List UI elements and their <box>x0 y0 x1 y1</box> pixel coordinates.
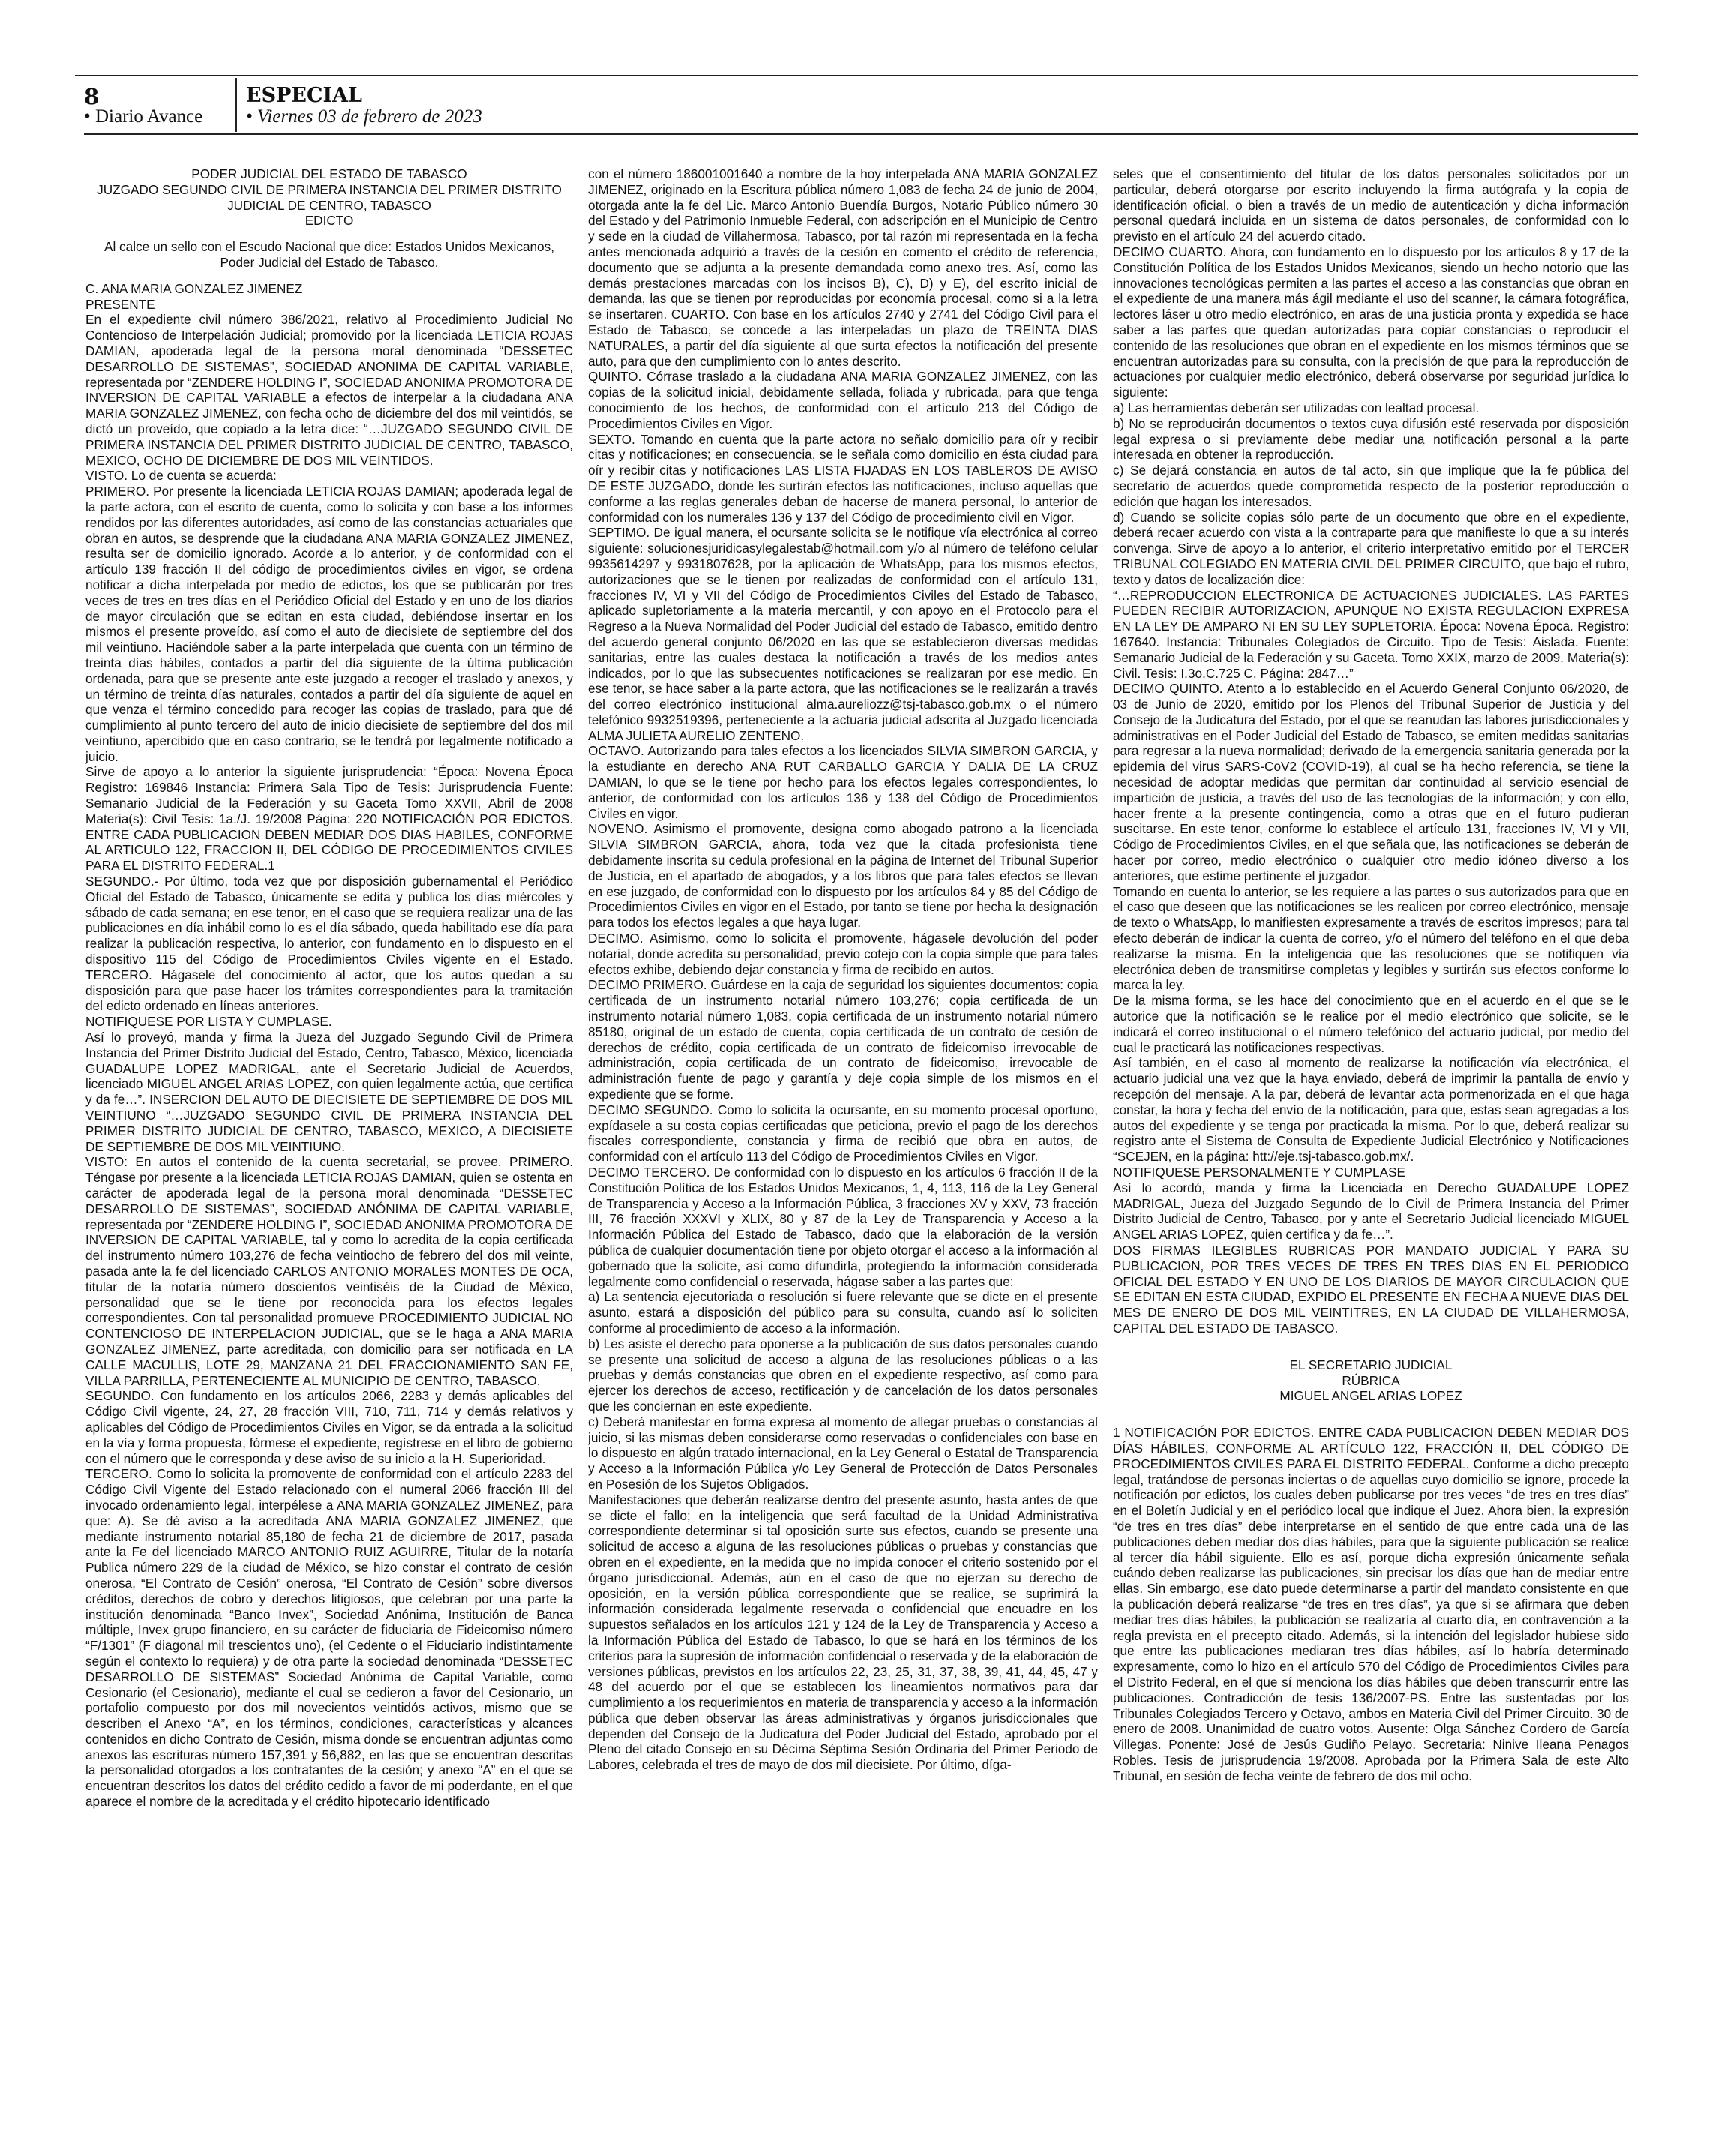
signature-rubrica: RÚBRICA <box>1342 1372 1400 1388</box>
paragraph: “…REPRODUCCION ELECTRONICA DE ACTUACIONES JUDICIALES. LAS PARTES PUEDEN RECIBIR AUTORIZACION, APUNQUE NO EXISTA REGULACION EXPRESA EN LA LEY DE AMPARO NI EN SU LEY SUPLETORIA. Época: Novena Época. Registro: 167640. Instancia: Tribunales Colegiados de Circuito. Tipo de Tesis: Aislada. Fuente: Semanario Judicial de la Federación y su Gaceta. Tomo XXIX, marzo de 2009. Materia(s): Civil. Tesis: I.3o.C.725 C. Página: 2847…” <box>1113 587 1629 681</box>
issue-date: • Viernes 03 de febrero de 2023 <box>246 106 482 127</box>
paragraph: VISTO. Lo de cuenta se acuerda: <box>86 468 277 484</box>
paragraph: De la misma forma, se les hace del conocimiento que en el acuerdo en el que se le autorice que la notificación se le realice por el medio electrónico que solicite, se le indicará el correo institucional o el número telefónico del actuario judicial, por medio del cual le practicará las notificaciones respectivas. <box>1113 993 1629 1055</box>
column-3 <box>1113 166 1629 2136</box>
paragraph: DECIMO PRIMERO. Guárdese en la caja de seguridad los siguientes documentos: copia certificada de un instrumento notarial número 103,276; copia certificada de un instrumento notarial número 1,083, copia certificada de un instrumento notarial número 85180, original de un estado de cuenta, copia certificada de un contrato de cesión de derechos de crédito, copia certificada de un contrato de fideicomiso irrevocable de administración, copia certificada de un contrato de fideicomiso, irrevocable de administración fuente de pago y garantía y deje copia simple de los mismos en el expediente que se forme. <box>588 977 1098 1102</box>
paragraph: seles que el consentimiento del titular de los datos personales solicitados por un particular, deberá otorgarse por escrito incluyendo la firma autógrafa y la copia de identificación oficial, o bien a través de un medio de autenticación y dicha información personal quedará incluida en un sistema de datos personales, de conformidad con lo previsto en el artículo 24 del acuerdo citado. <box>1113 166 1629 244</box>
addressee: C. ANA MARIA GONZALEZ JIMENEZ <box>86 280 303 296</box>
paragraph: Así también, en el caso al momento de realizarse la notificación vía electrónica, el actuario judicial una vez que la haya enviado, deberá de imprimir la pantalla de envío y recepción del mensaje. A la par, deberá de levantar acta pormenorizada en el que haga constar, la hora y fecha del envío de la notificación, para que, estas sean agregadas a los autos del expediente y se tenga por practicada la misma. Por lo que, deberá realizar su registro ante el Sistema de Consulta de Expediente Judicial Electrónico y Notificaciones “SCEJEN, en la página: htt://eje.tsj-tabasco.gob.mx/. <box>1113 1055 1629 1165</box>
signature-name: MIGUEL ANGEL ARIAS LOPEZ <box>1280 1388 1462 1404</box>
header-bottom-rule <box>84 133 1638 135</box>
paragraph: TERCERO. Como lo solicita la promovente de conformidad con el artículo 2283 del Código Civil Vigente del Estado relacionado con el numeral 2066 fracción III del invocado ordenamiento legal, interpélese a ANA MARIA GONZALEZ JIMENEZ, para que: A). Se dé aviso a la acreditada ANA MARIA GONZALEZ JIMENEZ, que mediante instrumento notarial 85,180 de fecha 21 de diciembre de 2017, pasada ante la Fe del licenciado MARCO ANTONIO RUIZ AGUIRRE, Titular de la notaría Publica número 229 de la ciudad de México, se hizo constar el contrato de cesión onerosa, “El Contrato de Cesión” onerosa, “El Contrato de Cesión” sobre diversos créditos, derechos de cobro y derechos litigiosos, que celebran por una parte la institución denominada “Banco Invex”, Sociedad Anónima, Institución de Banca múltiple, Invex grupo financiero, en su carácter de fiduciaria de Fideicomiso número “F/1301” (F diagonal mil trescientos uno), (el Cedente o el Fiduciario indistintamente según el contexto lo requiera) y de otra parte la sociedad denominada “DESSETEC DESARROLLO DE SISTEMAS” Sociedad Anónima de Capital Variable, como Cesionario (el Cesionario), mediante el cual se cedieron a favor del Cesionario, un portafolio compuesto por dos mil novecientos veintidós activos, mismo que se describen el Anexo “A”, en los términos, condiciones, características y alcances contenidos en dicho Contrato de Cesión, misma donde se encuentran adjuntas como anexos las escrituras número 157,391 y 56,882, en las que se encuentran descritas la personalidad otorgados a los contratantes de la cesión; y anexo “A” en el que se encuentran descritos los datos del crédito cedido a favor de mi poderdante, en el que aparece el nombre de la acreditada y el crédito hipotecario identificado <box>86 1466 573 1810</box>
header-divider <box>236 78 237 132</box>
paragraph: DECIMO TERCERO. De conformidad con lo dispuesto en los artículos 6 fracción II de la Constitución Política de los Estados Unidos Mexicanos, 1, 4, 113, 116 de la Ley General de Transparencia y Acceso a la Información Pública, 3 fracciones XV y XXV, 73 fracción III, 76 fracción XXXVI y XLIX, 80 y 87 de la Ley de Transparencia y Acceso a la Información Pública del Estado de Tabasco, dado que la elaboración de la versión pública de cualquier documentación tiene por objeto otorgar el acceso a la información al gobernado que la solicite, así como difundirla, protegiendo la información considerada legalmente como confidencial o reservada, hágase saber a las partes que: <box>588 1165 1098 1289</box>
paragraph: b) Les asiste el derecho para oponerse a la publicación de sus datos personales cuando se presente una solicitud de acceso a alguna de las resoluciones públicas o a las pruebas y demás constancias que obren en el expediente respectivo, así como para ejercer los derechos de acceso, rectificación y de cancelación de los datos personales que les conciernan en este expediente. <box>588 1336 1098 1414</box>
court-subtitle: JUZGADO SEGUNDO CIVIL DE PRIMERA INSTANCIA DEL PRIMER DISTRITO JUDICIAL DE CENTRO, TABASCO <box>97 181 562 213</box>
signature-title: EL SECRETARIO JUDICIAL <box>1289 1357 1453 1372</box>
paragraph: NOTIFIQUESE PERSONALMENTE Y CUMPLASE <box>1113 1165 1406 1180</box>
page-header <box>0 0 1713 150</box>
paragraph: d) Cuando se solicite copias sólo parte de un documento que obre en el expediente, deberá recaer acuerdo con vista a la contraparte para que manifieste lo que a su interés convenga. Sirve de apoyo a lo anterior, el criterio interpretativo emitido por el TERCER TRIBUNAL COLEGIADO EN MATERIA CIVIL DEL PRIMER CIRCUITO, que bajo el rubro, texto y datos de localización dice: <box>1113 509 1629 587</box>
paragraph: Así lo proveyó, manda y firma la Jueza del Juzgado Segundo Civil de Primera Instancia del Primer Distrito Judicial del Estado, Centro, Tabasco, México, licenciada GUADALUPE LOPEZ MADRIGAL, ante el Secretario Judicial de Acuerdos, licenciado MIGUEL ANGEL ARIAS LOPEZ, con quien legalmente actúa, que certifica y da fe…”. INSERCION DEL AUTO DE DIECISIETE DE SEPTIEMBRE DE DOS MIL VEINTIUNO “…JUZGADO SEGUNDO CIVIL DE PRIMERA INSTANCIA DEL PRIMER DISTRITO JUDICIAL DE CENTRO, TABASCO, MEXICO, A DIECISIETE DE SEPTIEMBRE DE DOS MIL VEINTIUNO. <box>86 1030 573 1154</box>
page-number: 8 <box>84 84 100 109</box>
column-1 <box>86 166 573 2136</box>
header-top-rule <box>75 75 1638 76</box>
paragraph: SEXTO. Tomando en cuenta que la parte actora no señalo domicilio para oír y recibir citas y notificaciones; en consecuencia, se le señala como domicilio en ésta ciudad para oír y recibir citas y notificaciones LAS LISTA FIJADAS EN LOS TABLEROS DE AVISO DE ESTE JUZGADO, donde les surtirán efectos las notificaciones, incluso aquellas que conforme a las reglas generales deban de hacerse de manera personal, lo anterior de conformidad con los numerales 136 y 137 del Código de procedimiento civil en Vigor. <box>588 431 1098 525</box>
paragraph: b) No se reproducirán documentos o textos cuya difusión esté reservada por disposición legal expresa o si previamente debe mediar una notificación personal a la parte interesada en obtener la reproducción. <box>1113 415 1629 463</box>
paragraph: Sirve de apoyo a lo anterior la siguiente jurisprudencia: “Época: Novena Época Registro: 169846 Instancia: Primera Sala Tipo de Tesis: Jurisprudencia Fuente: Semanario Judicial de la Federación y su Gaceta Tomo XXVII, Abril de 2008 Materia(s): Civil Tesis: 1a./J. 19/2008 Página: 220 NOTIFICACIÓN POR EDICTOS. ENTRE CADA PUBLICACION DEBEN MEDIAR DOS DIAS HABILES, CONFORME AL ARTICULO 122, FRACCION II, DEL CÓDIGO DE PROCEDIMIENTOS CIVILES PARA EL DISTRITO FEDERAL.1 <box>86 764 573 874</box>
section-name: ESPECIAL <box>246 84 363 107</box>
column-2 <box>588 166 1098 2136</box>
newspaper-name: • Diario Avance <box>84 106 203 127</box>
paragraph: con el número 186001001640 a nombre de la hoy interpelada ANA MARIA GONZALEZ JIMENEZ, originado en la Escritura pública número 1,083 de fecha 24 de junio de 2004, otorgada ante la fe del Lic. Marco Antonio Buendía Burgos, Notario Público número 30 del Estado y del Patrimonio Inmueble Federal, con adscripción en el Municipio de Centro y sede en la ciudad de Villahermosa, Tabasco, por tal razón mi representada en la fecha antes mencionada adquirió a través de la cesión en comento el crédito de referencia, documento que se adjunta a la presente demandada como anexo tres. Así, como las demás prestaciones marcadas con los incisos B), C), D) y E), del escrito inicial de demanda, las que se tienen por reproducidas por economía procesal, como si a la letra se insertaren. CUARTO. Con base en los artículos 2740 y 2741 del Código Civil para el Estado de Tabasco, se concede a las interpeladas un plazo de TREINTA DIAS NATURALES, a partir del día siguiente al que surta efectos la notificación del presente auto, para que den cumplimiento con lo antes descrito. <box>588 166 1098 369</box>
paragraph: NOVENO. Asimismo el promovente, designa como abogado patrono a la licenciada SILVIA SIMBRON GARCIA, ahora, toda vez que la citada profesionista tiene debidamente inscrita su cedula profesional en la página de Internet del Tribunal Superior de Justicia, en el apartado de abogados, y a los libros que para tales efectos se llevan en ese juzgado, de conformidad con lo dispuesto por los artículos 84 y 85 del Código de Procedimientos Civiles en vigor en el Estado, por tanto se tiene por hecha la designación para todos los efectos legales a que haya lugar. <box>588 821 1098 931</box>
paragraph: VISTO: En autos el contenido de la cuenta secretarial, se provee. PRIMERO. Téngase por presente a la licenciada LETICIA ROJAS DAMIAN, quien se ostenta en carácter de apoderada legal de la persona moral denominada “DESSETEC DESARROLLO DE SISTEMAS”, SOCIEDAD ANÓNIMA DE CAPITAL VARIABLE, representada por “ZENDERE HOLDING I”, SOCIEDAD ANONIMA PROMOTORA DE INVERSION DE CAPITAL VARIABLE, tal y como lo acredita de la copia certificada del instrumento número 103,276 de fecha veintiocho de febrero del dos mil veinte, pasada ante la fe del licenciado CARLOS ANTONIO MORALES MONTES DE OCA, titular de la notaría número doscientos veintiséis de la Ciudad de México, personalidad que se le tiene por reconocida para los efectos legales correspondientes. Con tal personalidad promueve PROCEDIMIENTO JUDICIAL NO CONTENCIOSO DE INTERPELACION JUDICIAL, que se le haga a ANA MARIA GONZALEZ JIMENEZ, parte acreditada, con domicilio para ser notificada en LA CALLE MACULLIS, LOTE 29, MANZANA 21 DEL FRACCIONAMIENTO SAN FE, VILLA PARRILLA, PERTENECIENTE AL MUNICIPIO DE CENTRO, TABASCO. <box>86 1154 573 1388</box>
paragraph: DECIMO QUINTO. Atento a lo establecido en el Acuerdo General Conjunto 06/2020, de 03 de Junio de 2020, emitido por los Plenos del Tribunal Superior de Justicia y del Consejo de la Judicatura del Estado, por el que se reanudan las labores jurisdiccionales y administrativas en el Poder Judicial del Estado de Tabasco, se emiten medidas sanitarias para regresar a la nueva normalidad; derivado de la emergencia sanitaria generada por la epidemia del virus SARS-CoV2 (COVID-19), al cual se ha hecho referencia, se tiene la necesidad de adoptar medidas que permitan dar continuidad al servicio esencial de impartición de justicia, a través del uso de las tecnologías de la información; y con ello, hacer frente a la presente contingencia, como a otras que en el futuro pudieran suscitarse. En este tenor, conforme lo establece el artículo 131, fracciones IV, VI y VII, Código de Procedimientos Civiles, en el que señala que, las notificaciones se deberán de hacer por correo, medio electrónico o cualquier otro medio idóneo diverso a los anteriores, que estime pertinente el juzgador. <box>1113 681 1629 883</box>
paragraph: Manifestaciones que deberán realizarse dentro del presente asunto, hasta antes de que se dicte el fallo; en la inteligencia que será facultad de la Unidad Administrativa correspondiente determinar si tal oposición surte sus efectos, cuando se presente una solicitud de acceso a alguna de las resoluciones públicas o pruebas y constancias que obren en el expediente, en la medida que no impida conocer el criterio sostenido por el órgano jurisdiccional. Además, aún en el caso de que no ejerzan su derecho de oposición, en la versión pública correspondiente que se realice, se suprimirá la información considerada legalmente reservada o confidencial que encuadre en los supuestos señalados en los artículos 121 y 124 de la Ley de Transparencia y Acceso a la Información Pública del Estado de Tabasco, lo que se hará en los términos de los criterios para la supresión de información confidencial o reservada y de la elaboración de versiones públicas, previstos en los artículos 22, 23, 25, 31, 37, 38, 39, 41, 44, 45, 47 y 48 del acuerdo por el que se establecen los lineamientos normativos para dar cumplimiento a los requerimientos en materia de transparencia y acceso a la información pública que deben observar las áreas administrativas y órganos jurisdiccionales que dependen del Consejo de la Judicatura del Poder Judicial del Estado, aprobado por el Pleno del citado Consejo en su Décima Séptima Sesión Ordinaria del Primer Periodo de Labores, celebrada el tres de mayo de dos mil diecisiete. Por último, díga- <box>588 1492 1098 1773</box>
paragraph: En el expediente civil número 386/2021, relativo al Procedimiento Judicial No Contencioso de Interpelación Judicial; promovido por la licenciada LETICIA ROJAS DAMIAN, apoderada legal de la persona moral denominada “DESSETEC DESARROLLO DE SISTEMAS”, SOCIEDAD ANONIMA DE CAPITAL VARIABLE, representada por “ZENDERE HOLDING I”, SOCIEDAD ANONIMA PROMOTORA DE INVERSION DE CAPITAL VARIABLE a efectos de interpelar a la ciudadana ANA MARIA GONZALEZ JIMENEZ, con fecha ocho de diciembre del dos mil veintidós, se dictó un proveído, que copiado a la letra dice: “…JUZGADO SEGUNDO CIVIL DE PRIMERA INSTANCIA DEL PRIMER DISTRITO JUDICIAL DE CENTRO, TABASCO, MEXICO, OCHO DE DICIEMBRE DE DOS MIL VEINTIDOS. <box>86 312 573 468</box>
court-title: PODER JUDICIAL DEL ESTADO DE TABASCO <box>191 166 467 181</box>
paragraph: DECIMO CUARTO. Ahora, con fundamento en lo dispuesto por los artículos 8 y 17 de la Constitución Política de los Estados Unidos Mexicanos, siendo un hecho notorio que las innovaciones tecnológicas permiten a las partes el acceso a las constancias que obran en el expediente de una manera más ágil mediante el uso del scanner, la cámara fotográfica, lectores láser u otro medio electrónico, en aras de una justicia pronta y expedida se hace saber a las partes que quedan autorizadas para copiar constancias o reproducir el contenido de las resoluciones que obran en el expediente en los mismos términos que se encuentran autorizadas para su consulta, con la precisión de que para la reproducción de actuaciones por cualquier medio electrónico, deberá observarse por seguridad jurídica lo siguiente: <box>1113 244 1629 400</box>
paragraph: DOS FIRMAS ILEGIBLES RUBRICAS POR MANDATO JUDICIAL Y PARA SU PUBLICACION, POR TRES VECES DE TRES EN TRES DIAS EN EL PERIODICO OFICIAL DEL ESTADO Y EN UNO DE LOS DIARIOS DE MAYOR CIRCULACION QUE SE EDITAN EN ESTA CIUDAD, EXPIDO EL PRESENTE EN FECHA A NUEVE DIAS DEL MES DE ENERO DE DOS MIL VEINTITRES, EN LA CIUDAD DE VILLAHERMOSA, CAPITAL DEL ESTADO DE TABASCO. <box>1113 1242 1629 1336</box>
paragraph: SEGUNDO.- Por último, toda vez que por disposición gubernamental el Periódico Oficial del Estado de Tabasco, únicamente se edita y publica los días miércoles y sábado de cada semana; en ese tenor, en el caso que se requiera realizar una de las publicaciones en día inhábil como lo es el día sábado, queda habilitado ese día para realizar la publicación respectiva, lo anterior, con fundamento en lo dispuesto en el dispositivo 115 del Código de Procedimientos Civiles vigente en el Estado. TERCERO. Hágasele del conocimiento al actor, que los autos quedan a su disposición para que pase hacer los trámites correspondientes para la tramitación del edicto ordenado en líneas anteriores. <box>86 874 573 1014</box>
paragraph: SEGUNDO. Con fundamento en los artículos 2066, 2283 y demás aplicables del Código Civil vigente, 24, 27, 28 fracción VIII, 710, 711, 714 y demás relativos y aplicables del Código de Procedimientos Civiles en Vigor, se da entrada a la solicitud en la vía y forma propuesta, fórmese el expediente, regístrese en el libro de gobierno con el número que le corresponda y dese aviso de su inicio a la H. Superioridad. <box>86 1388 573 1466</box>
seal-note: Al calce un sello con el Escudo Nacional que dice: Estados Unidos Mexicanos, Poder Judicial del Estado de Tabasco. <box>104 239 554 270</box>
paragraph: OCTAVO. Autorizando para tales efectos a los licenciados SILVIA SIMBRON GARCIA, y la estudiante en derecho ANA RUT CARBALLO GARCIA Y DALIA DE LA CRUZ DAMIAN, lo que se le tiene por hecho para los efectos legales correspondientes, lo anterior, de conformidad con los artículos 136 y 138 del Código de Procedimientos Civiles en vigor. <box>588 743 1098 821</box>
paragraph: NOTIFIQUESE POR LISTA Y CUMPLASE. <box>86 1014 332 1030</box>
paragraph: a) La sentencia ejecutoriada o resolución si fuere relevante que se dicte en el presente asunto, estará a disposición del público para su consulta, cuando así lo soliciten conforme al procedimiento de acceso a la información. <box>588 1289 1098 1336</box>
paragraph: c) Deberá manifestar en forma expresa al momento de allegar pruebas o constancias al juicio, si las mismas deben considerarse como reservadas o confidenciales con base en lo dispuesto en algún tratado internacional, en la Ley General o Estatal de Transparencia y Acceso a la Información Pública y/o Ley General de Protección de Datos Personales en Posesión de los Sujetos Obligados. <box>588 1414 1098 1492</box>
paragraph: SEPTIMO. De igual manera, el ocursante solicita se le notifique vía electrónica al correo siguiente: solucionesjuridicasylegalestab@hotmail.com y/o al número de teléfono celular 9935614297 y 9931807628, por la aplicación de WhatsApp, para los mismos efectos, autorizaciones que se le tienen por realizadas de conformidad con el artículo 131, fracciones IV, VI y VII del Código de Procedimientos Civiles del Estado de Tabasco, aplicado supletoriamente a la materia mercantil, y con apoyo en el Protocolo para el Regreso a la Nueva Normalidad del Poder Judicial del estado de Tabasco, emitido dentro del acuerdo general conjunto 06/2020 en las que se establecieron diversas medidas sanitarias, entre las cuales destaca la notificación a través de los medios antes indicados, por lo que las subsecuentes notificaciones se realizaran por ese medio. En ese tenor, se hace saber a la parte actora, que las notificaciones se le realizarán a través del correo electrónico institucional alma.aureliozz@tsj-tabasco.gob.mx o el número telefónico 9932519396, perteneciente a la actuaria judicial adscrita al Juzgado licenciada ALMA JULIETA AURELIO ZENTENO. <box>588 525 1098 743</box>
footnote: 1 NOTIFICACIÓN POR EDICTOS. ENTRE CADA PUBLICACION DEBEN MEDIAR DOS DÍAS HÁBILES, CONFORME AL ARTÍCULO 122, FRACCIÓN II, DEL CÓDIGO DE PROCEDIMIENTOS CIVILES PARA EL DISTRITO FEDERAL. Conforme a dicho precepto legal, tratándose de personas inciertas o de aquellas cuyo domicilio se ignore, procede la notificación por edictos, los cuales deben publicarse por tres veces “de tres en tres días” en el Boletín Judicial y en el periódico local que indique el Juez. Ahora bien, la expresión “de tres en tres días” debe interpretarse en el sentido de que entre cada una de las publicaciones deben mediar dos días hábiles, para que la siguiente publicación se realice al tercer día hábil siguiente. Ello es así, porque dicha expresión únicamente señala cuándo deben realizarse las publicaciones, sin precisar los días que han de mediar entre ellas. Sin embargo, ese dato puede determinarse a partir del mandato consistente en que la publicación deberá realizarse “de tres en tres días”, ya que si se afirmara que deben mediar tres días hábiles, la publicación se realizaría al cuarto día, en contravención a la regla prevista en el precepto citado. Además, si la intención del legislador hubiese sido que entre las publicaciones mediaran tres días hábiles, así lo habría determinado expresamente, como lo hizo en el artículo 570 del Código de Procedimientos Civiles para el Distrito Federal, en el que sí menciona los días hábiles que deben transcurrir entre las publicaciones. Contradicción de tesis 136/2007-PS. Entre las sustentadas por los Tribunales Colegiados Tercero y Octavo, ambos en Materia Civil del Primer Circuito. 30 de enero de 2008. Unanimidad de cuatro votos. Ausente: Olga Sánchez Cordero de García Villegas. Ponente: José de Jesús Gudiño Pelayo. Secretaria: Ninive Ileana Penagos Robles. Tesis de jurisprudencia 19/2008. Aprobada por la Primera Sala de este Alto Tribunal, en sesión de fecha veinte de febrero de dos mil ocho. <box>1113 1425 1629 1783</box>
paragraph: Así lo acordó, manda y firma la Licenciada en Derecho GUADALUPE LOPEZ MADRIGAL, Jueza del Juzgado Segundo de lo Civil de Primera Instancia del Primer Distrito Judicial de Centro, Tabasco, por y ante el Secretario Judicial licenciado MIGUEL ANGEL ARIAS LOPEZ, quien certifica y da fe…”. <box>1113 1180 1629 1243</box>
paragraph: QUINTO. Córrase traslado a la ciudadana ANA MARIA GONZALEZ JIMENEZ, con las copias de la solicitud inicial, debidamente sellada, foliada y rubricada, para que tenga conocimiento de los hechos, de conformidad con el artículo 213 del Código de Procedimientos Civiles en Vigor. <box>588 369 1098 431</box>
paragraph: Tomando en cuenta lo anterior, se les requiere a las partes o sus autorizados para que en el caso que deseen que las notificaciones se les realicen por correo electrónico, mensaje de texto o WhatsApp, lo manifiesten expresamente a través de escritos impresos; para tal efecto deberán de indicar la cuenta de correo, y/o el número del teléfono en el que deba realizarse la misma. En la inteligencia que las resoluciones que se notifiquen vía electrónica deben de transmitirse completas y legibles y surtirán sus efectos conforme lo marca la ley. <box>1113 883 1629 993</box>
edict-title: EDICTO <box>304 213 354 229</box>
presente: PRESENTE <box>86 296 155 312</box>
paragraph: a) Las herramientas deberán ser utilizadas con lealtad procesal. <box>1113 400 1480 415</box>
paragraph: c) Se dejará constancia en autos de tal acto, sin que implique que la fe pública del secretario de acuerdos quede comprometida respecto de la posterior reproducción o edición que hagan los interesados. <box>1113 463 1629 509</box>
paragraph: DECIMO SEGUNDO. Como lo solicita la ocursante, en su momento procesal oportuno, expídasele a su costa copias certificadas que peticiona, previo el pago de los derechos fiscales correspondiente, constancia y firma de recibió que obra en autos, de conformidad con el artículo 113 del Código de Procedimientos Civiles en Vigor. <box>588 1102 1098 1165</box>
paragraph: DECIMO. Asimismo, como lo solicita el promovente, hágasele devolución del poder notarial, donde acredita su personalidad, previo cotejo con la copia simple que para tales efectos exhibe, debiendo dejar constancia y firma de recibido en autos. <box>588 931 1098 977</box>
paragraph: PRIMERO. Por presente la licenciada LETICIA ROJAS DAMIAN; apoderada legal de la parte actora, con el escrito de cuenta, como lo solicita y con base a los informes rendidos por las diferentes autoridades, así como de las constancias actuariales que obran en autos, se desprende que la ciudadana ANA MARIA GONZALEZ JIMENEZ, resulta ser de domicilio ignorado. Acorde a lo anterior, y de conformidad con el artículo 139 fracción II del código de procedimientos civiles en vigor, se ordena notificar a dicha interpelada por medio de edictos, los que se publicarán por tres veces de tres en tres días en el Periódico Oficial del Estado y en uno de los diarios de mayor circulación que se editan en esta ciudad, debiéndose insertar en los mismos el presente proveído, así como el auto de diecisiete de septiembre del dos mil veintiuno. Haciéndole saber a la parte interpelada que cuenta con un término de treinta días hábiles, contados a partir del día siguiente de la última publicación ordenada, para que se presente ante este juzgado a recoger el traslado y anexos, y un término de treinta días naturales, contados a partir del día siguiente de aquel en que venza el término concedido para recoger las copias de traslado, para que dé cumplimiento al punto tercero del auto de inicio diecisiete de septiembre del dos mil veintiuno, apercibido que en caso contrario, se le tendrá por legalmente notificado a juicio. <box>86 484 573 764</box>
